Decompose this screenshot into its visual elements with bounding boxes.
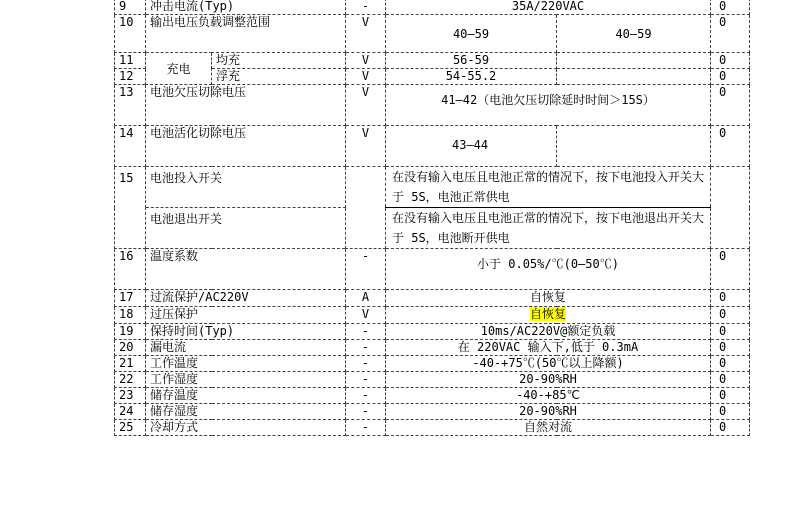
last-cell — [711, 167, 750, 249]
last-cell: 0 — [711, 53, 750, 69]
param-name: 输出电压负载调整范围 — [146, 15, 346, 53]
last-cell: 0 — [711, 249, 750, 290]
unit-cell: - — [346, 0, 386, 15]
empty-cell — [557, 69, 711, 85]
table-row — [115, 208, 750, 249]
param-name: 过流保护/AC220V — [146, 290, 346, 307]
row-number: 18 — [115, 307, 146, 324]
unit-cell — [346, 167, 386, 249]
unit-cell: V — [346, 85, 386, 126]
value-cell-b — [557, 15, 711, 53]
row-number: 12 — [115, 69, 146, 85]
table-row — [115, 340, 750, 356]
param-name: 储存温度 — [146, 388, 346, 404]
param-name: 漏电流 — [146, 340, 346, 356]
value-cell: 20-90%RH — [386, 404, 711, 420]
table-row — [115, 167, 750, 208]
value-cell: -40-+75℃(50℃以上降额) — [386, 356, 711, 372]
unit-cell: - — [346, 324, 386, 340]
row-number: 23 — [115, 388, 146, 404]
unit-cell: - — [346, 340, 386, 356]
value-cell: 自然对流 — [386, 420, 711, 436]
row-number: 24 — [115, 404, 146, 420]
last-cell: 0 — [711, 404, 750, 420]
row-number: 11 — [115, 53, 146, 69]
empty-cell — [557, 53, 711, 69]
last-cell: 0 — [711, 372, 750, 388]
table-row — [115, 404, 750, 420]
switch-note: 在没有输入电压且电池正常的情况下，按下电池退出开关大于 5S，电池断开供电 — [386, 208, 711, 249]
row-number: 21 — [115, 356, 146, 372]
table-row — [115, 290, 750, 307]
table-row — [115, 85, 750, 126]
row-number: 16 — [115, 249, 146, 290]
value-cell — [386, 85, 711, 126]
row-number: 15 — [115, 167, 146, 249]
table-row — [115, 53, 750, 69]
empty-cell — [557, 126, 711, 167]
unit-cell: V — [346, 15, 386, 53]
value-cell: 56-59 — [386, 53, 557, 69]
value-text: 小于 0.05%/℃(0—50℃) — [477, 257, 619, 271]
param-name: 温度系数 — [146, 249, 346, 290]
param-name: 电池欠压切除电压 — [146, 85, 346, 126]
param-name: 保持时间(Typ) — [146, 324, 346, 340]
table-row — [115, 0, 750, 15]
last-cell: 0 — [711, 340, 750, 356]
param-name: 过压保护 — [146, 307, 346, 324]
spec-table — [114, 0, 750, 436]
value-text: 40—59 — [452, 27, 490, 41]
value-cell: -40-+85℃ — [386, 388, 711, 404]
unit-cell: - — [346, 388, 386, 404]
value-text: 43—44 — [452, 138, 489, 152]
table-row — [115, 324, 750, 340]
value-text: 40—59 — [615, 27, 652, 41]
value-cell — [386, 126, 557, 167]
param-name: 电池活化切除电压 — [146, 126, 346, 167]
value-cell: 10ms/AC220V@额定负载 — [386, 324, 711, 340]
value-cell: 20-90%RH — [386, 372, 711, 388]
sub-param-name: 均充 — [212, 53, 346, 69]
row-number: 9 — [115, 0, 146, 15]
table-row — [115, 15, 750, 53]
last-cell: 0 — [711, 126, 750, 167]
highlighted-value: 自恢复 — [529, 307, 566, 321]
row-number: 14 — [115, 126, 146, 167]
row-number: 20 — [115, 340, 146, 356]
table-row — [115, 388, 750, 404]
value-cell-a — [386, 15, 557, 53]
row-number: 25 — [115, 420, 146, 436]
unit-cell: V — [346, 126, 386, 167]
value-cell: 35A/220VAC — [386, 0, 711, 15]
last-cell: 0 — [711, 69, 750, 85]
row-number: 10 — [115, 15, 146, 53]
value-cell — [386, 307, 711, 324]
row-number: 22 — [115, 372, 146, 388]
row-number: 17 — [115, 290, 146, 307]
param-name: 冷却方式 — [146, 420, 346, 436]
param-name: 工作湿度 — [146, 372, 346, 388]
table-row — [115, 356, 750, 372]
last-cell: 0 — [711, 420, 750, 436]
row-number: 19 — [115, 324, 146, 340]
last-cell: 0 — [711, 324, 750, 340]
value-cell — [386, 249, 711, 290]
value-cell: 在 220VAC 输入下,低于 0.3mA — [386, 340, 711, 356]
last-cell: 0 — [711, 290, 750, 307]
row-number: 13 — [115, 85, 146, 126]
table-row — [115, 126, 750, 167]
sub-param-name: 浮充 — [212, 69, 346, 85]
param-name: 电池投入开关 — [146, 167, 346, 208]
table-row — [115, 307, 750, 324]
switch-note: 在没有输入电压且电池正常的情况下，按下电池投入开关大于 5S，电池正常供电 — [386, 167, 711, 208]
unit-cell: V — [346, 307, 386, 324]
unit-cell: V — [346, 69, 386, 85]
last-cell: 0 — [711, 307, 750, 324]
value-text: 41—42（电池欠压切除延时时间＞15S） — [441, 93, 655, 107]
unit-cell: - — [346, 420, 386, 436]
table-row — [115, 249, 750, 290]
value-cell: 54-55.2 — [386, 69, 557, 85]
unit-cell: - — [346, 372, 386, 388]
unit-cell: A — [346, 290, 386, 307]
group-label: 充电 — [146, 53, 212, 85]
unit-cell: - — [346, 249, 386, 290]
unit-cell: - — [346, 356, 386, 372]
param-name: 工作温度 — [146, 356, 346, 372]
table-row — [115, 372, 750, 388]
last-cell: 0 — [711, 85, 750, 126]
table-row — [115, 420, 750, 436]
unit-cell: V — [346, 53, 386, 69]
param-name: 冲击电流(Typ) — [146, 0, 346, 15]
param-name: 储存湿度 — [146, 404, 346, 420]
last-cell: 0 — [711, 15, 750, 53]
last-cell: 0 — [711, 0, 750, 15]
last-cell: 0 — [711, 388, 750, 404]
last-cell: 0 — [711, 356, 750, 372]
unit-cell: - — [346, 404, 386, 420]
param-name: 电池退出开关 — [146, 208, 346, 249]
value-cell: 自恢复 — [386, 290, 711, 307]
